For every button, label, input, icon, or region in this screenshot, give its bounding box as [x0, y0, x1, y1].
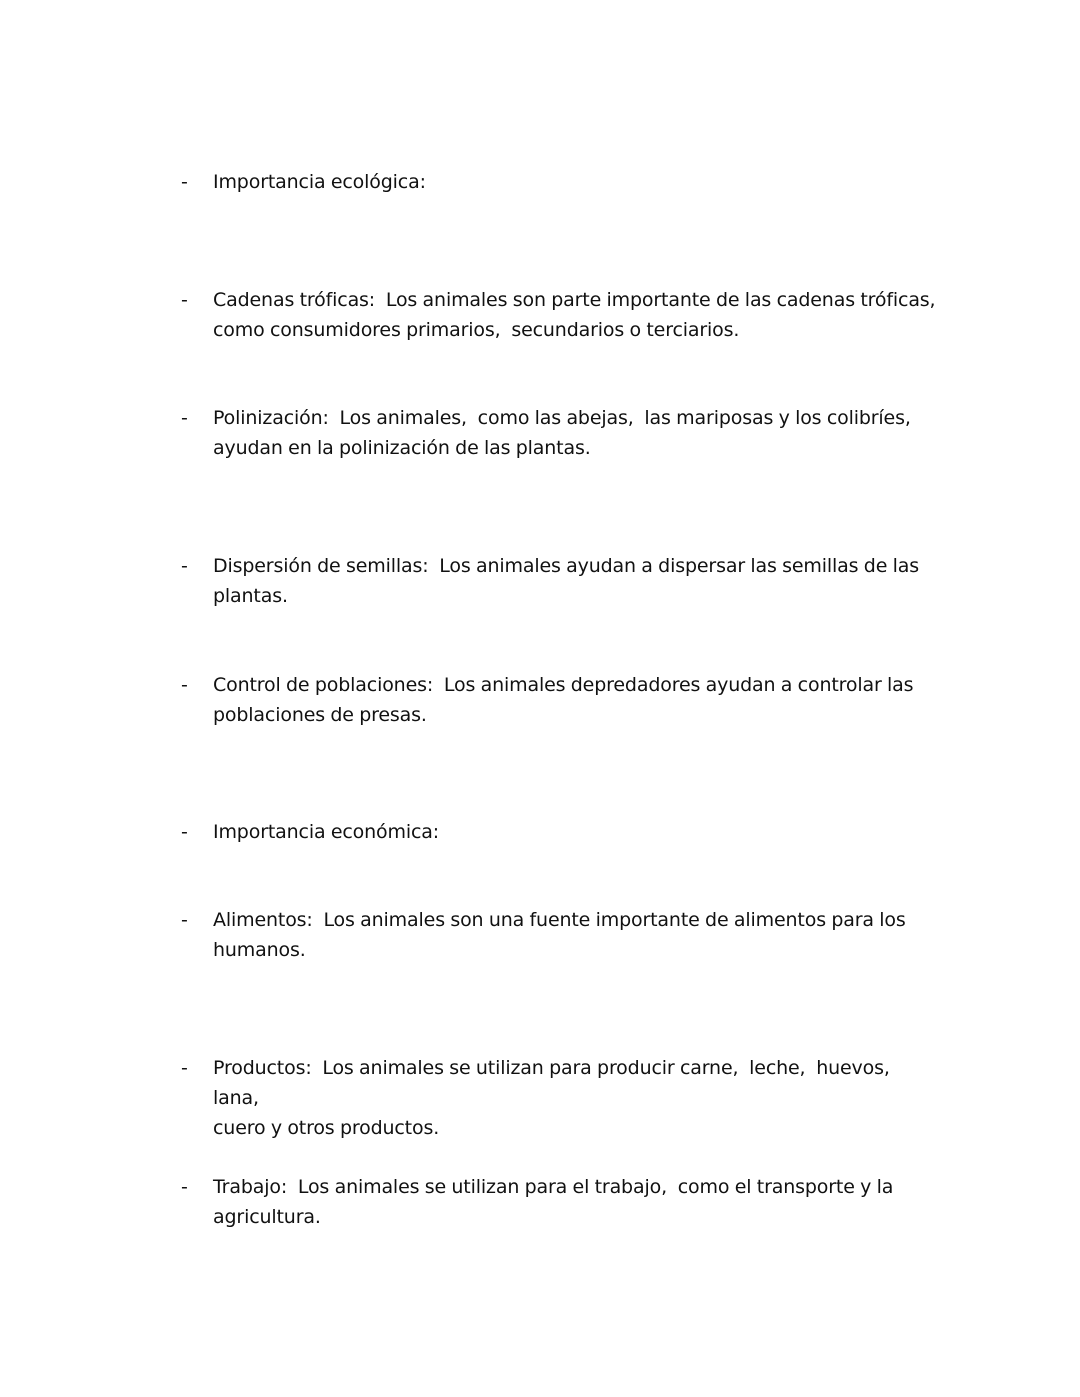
section-heading-economica: Importancia económica: [213, 821, 440, 843]
bullet-text: Trabajo: Los animales se utilizan para el trabajo, como el transporte y la agricultura. [213, 1176, 894, 1228]
bullet-dash: - [181, 909, 188, 931]
bullet-text: Control de poblaciones: Los animales depredadores ayudan a controlar las poblaciones de presas. [213, 674, 914, 726]
bullet-dash: - [181, 674, 188, 696]
bullet-dash: - [181, 1176, 188, 1198]
bullet-dash: - [181, 555, 188, 577]
bullet-dash: - [181, 1057, 188, 1079]
bullet-text: Alimentos: Los animales son una fuente importante de alimentos para los humanos. [213, 909, 906, 961]
bullet-dash: - [181, 289, 188, 311]
bullet-dash: - [181, 407, 188, 429]
bullet-dash: - [181, 171, 188, 193]
bullet-text: Polinización: Los animales, como las abejas, las mariposas y los colibríes, ayudan en la polinización de las plantas. [213, 407, 911, 459]
bullet-text: Productos: Los animales se utilizan para producir carne, leche, huevos, lana, cuero y otros productos. [213, 1057, 890, 1139]
bullet-text: Cadenas tróficas: Los animales son parte importante de las cadenas tróficas, como consumidores primarios, secundarios o terciarios. [213, 289, 936, 341]
section-heading-ecologica: Importancia ecológica: [213, 171, 426, 193]
bullet-dash: - [181, 821, 188, 843]
bullet-text: Dispersión de semillas: Los animales ayudan a dispersar las semillas de las plantas. [213, 555, 920, 607]
